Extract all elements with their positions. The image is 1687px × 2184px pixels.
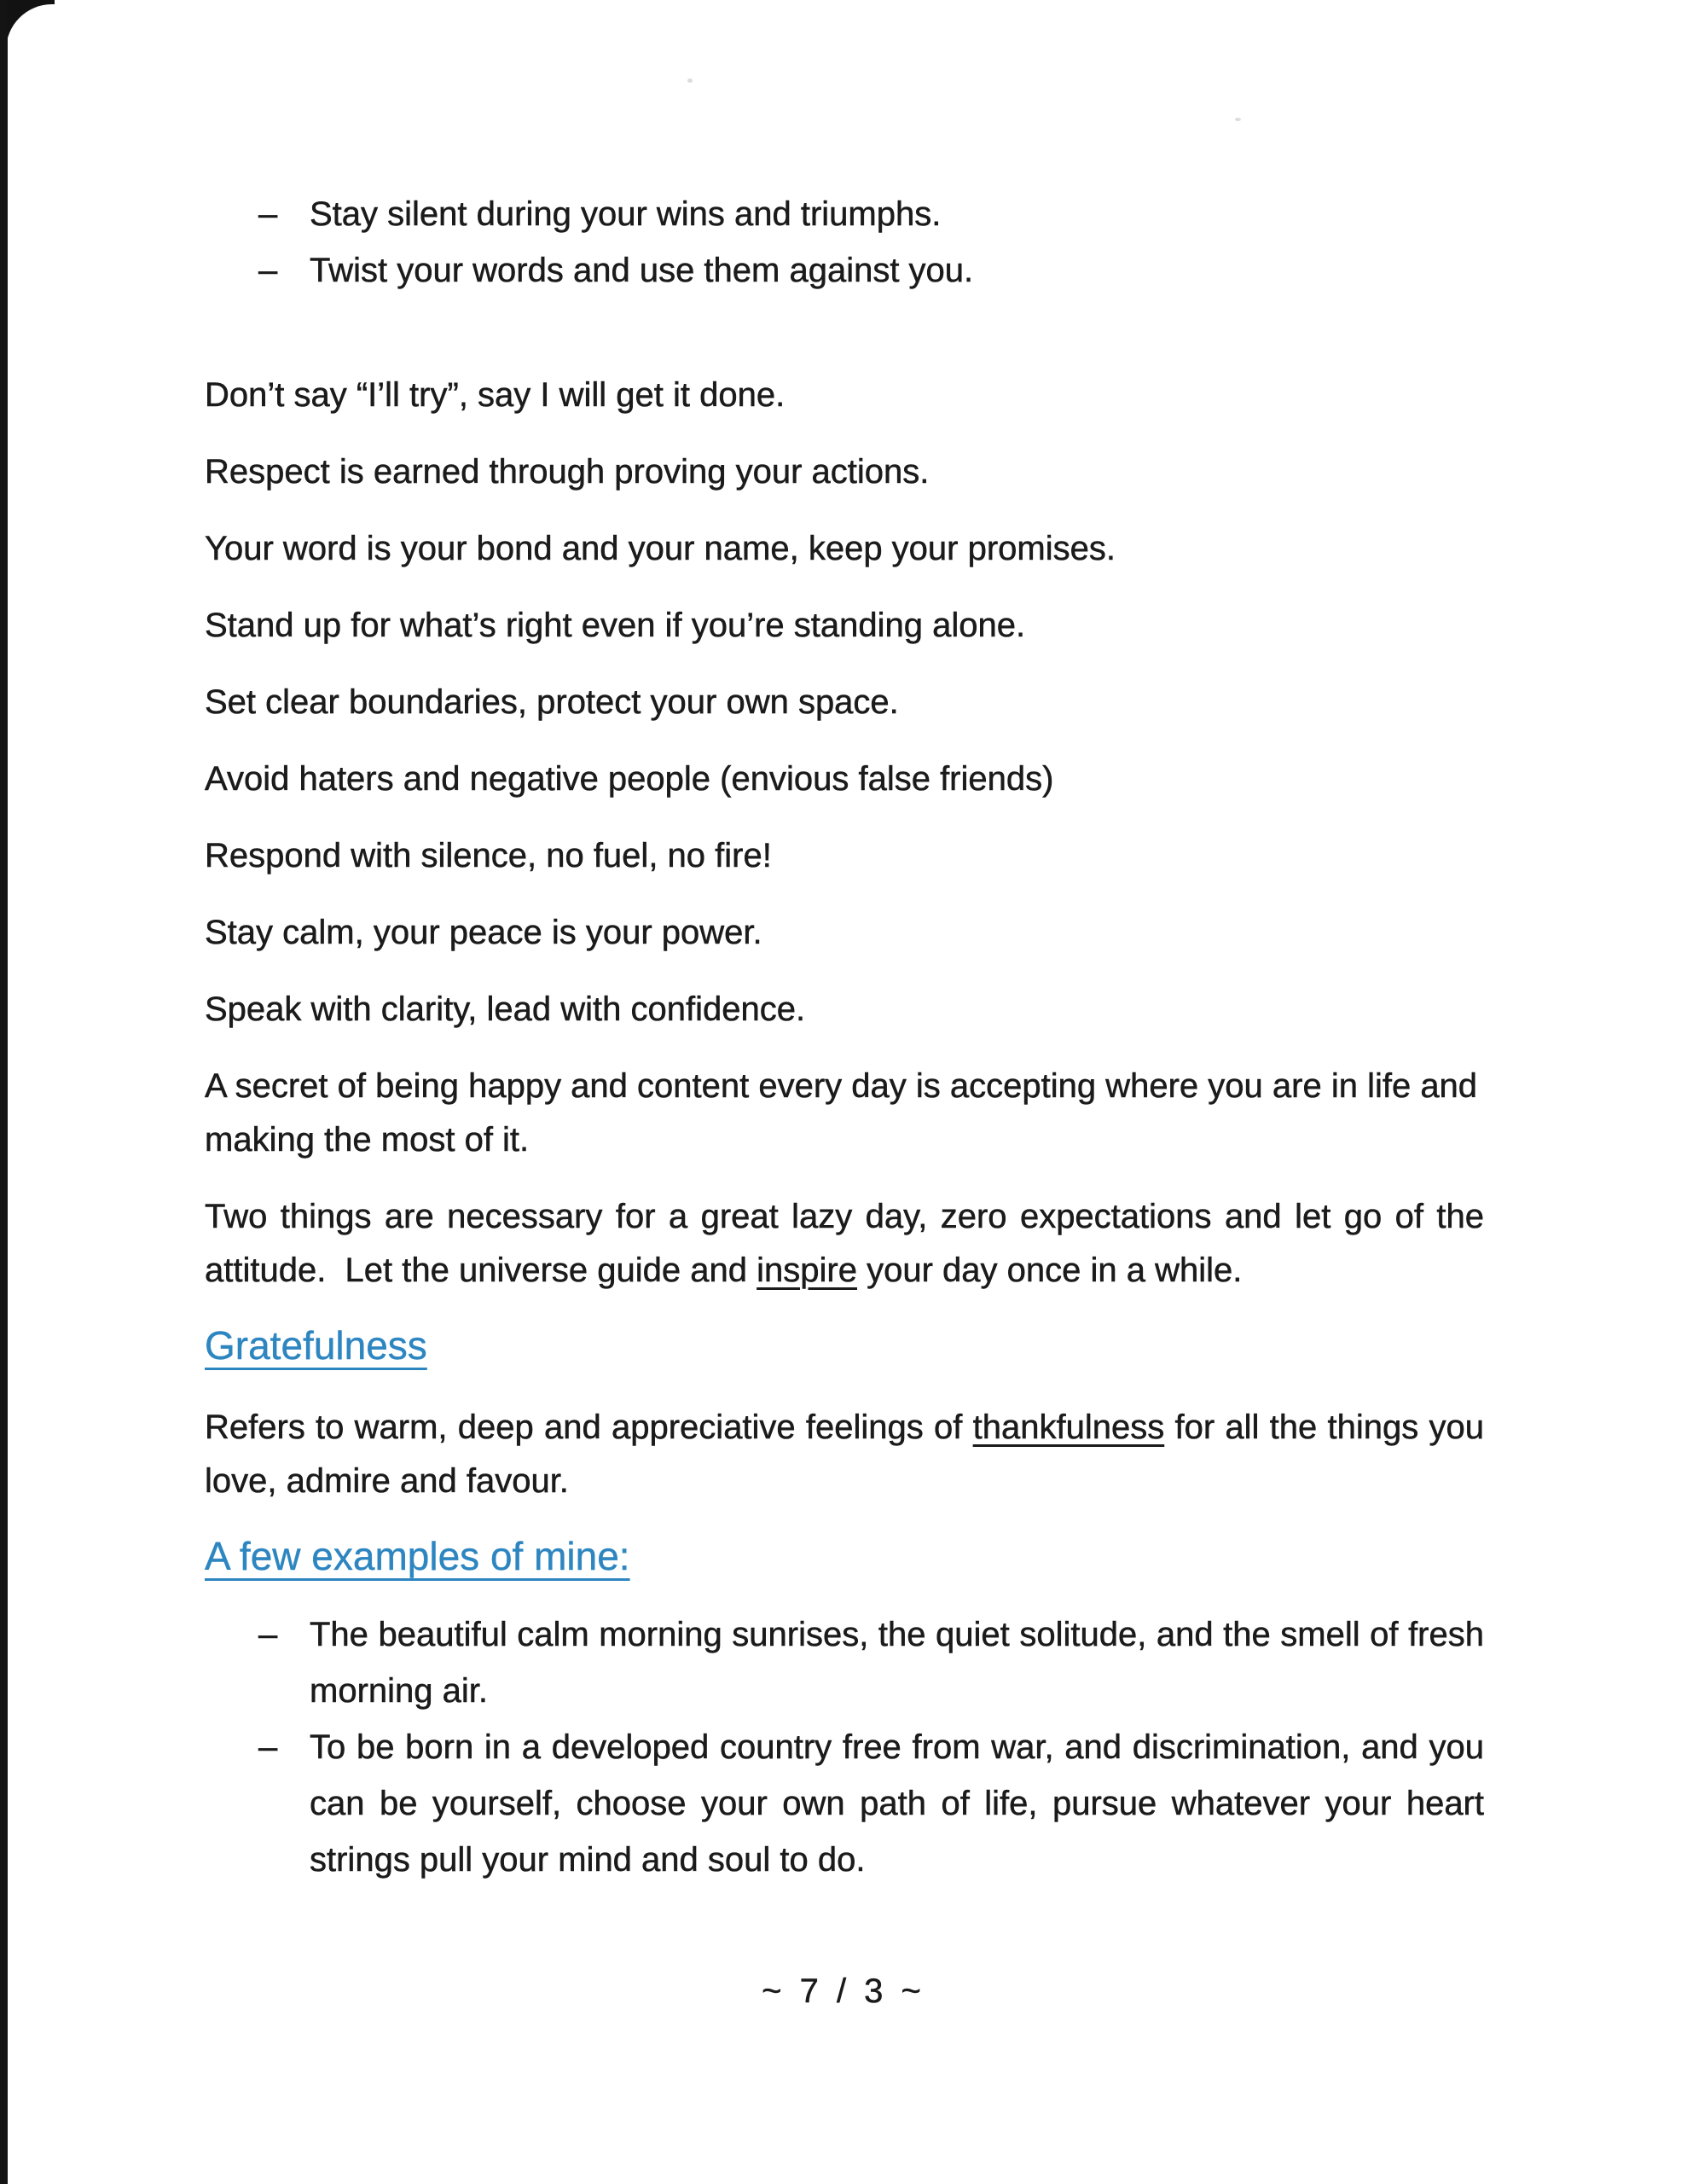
- scan-page-rounded-corner: [6, 4, 108, 107]
- page-number: ~ 7 / 3 ~: [762, 1972, 925, 2010]
- paragraph-text: Two things are necessary for a great lazy day, zero expectations and let go of the attitude. Let the universe guide and: [205, 1198, 1484, 1289]
- paragraph: Your word is your bond and your name, keep your promises.: [205, 530, 1116, 567]
- paragraph-text: your day once in a while.: [856, 1252, 1243, 1289]
- scan-left-edge: [0, 0, 8, 2184]
- list-item: [205, 1719, 1484, 1888]
- paragraph-gratefulness-definition: [205, 1401, 1484, 1508]
- paragraph: Respect is earned through proving your actions.: [205, 453, 930, 491]
- paragraph: Speak with clarity, lead with confidence.: [205, 990, 806, 1028]
- underlined-word-inspire: inspire: [757, 1252, 857, 1289]
- dash-bullet-icon: –: [258, 1616, 278, 1653]
- paragraph: Set clear boundaries, protect your own space.: [205, 683, 899, 721]
- list-item: [205, 242, 1484, 299]
- bullet-text: Stay silent during your wins and triumphs.: [310, 195, 942, 233]
- document-body: [205, 186, 1484, 1888]
- dash-bullet-icon: –: [258, 195, 278, 233]
- paragraph: Avoid haters and negative people (envious false friends): [205, 760, 1054, 798]
- bullet-text: The beautiful calm morning sunrises, the quiet solitude, and the smell of fresh morning air.: [310, 1616, 1484, 1710]
- bottom-bullet-list: [205, 1606, 1484, 1888]
- paragraph: Don’t say “I’ll try”, say I will get it done.: [205, 376, 786, 414]
- bullet-text: Twist your words and use them against you.: [310, 252, 974, 289]
- list-item: [205, 186, 1484, 242]
- scan-speck: [687, 78, 693, 83]
- underlined-word-thankfulness: thankfulness: [972, 1409, 1165, 1446]
- heading-gratefulness: [205, 1321, 1484, 1370]
- paragraph-text: Refers to warm, deep and appreciative feelings of: [205, 1409, 973, 1446]
- heading-text: Gratefulness: [205, 1323, 427, 1368]
- paragraph-text: for all the things you love, admire and favour.: [205, 1409, 1484, 1500]
- heading-text: A few examples of mine:: [205, 1534, 630, 1578]
- paragraph: A secret of being happy and content every day is accepting where you are in life and making the most of it.: [205, 1067, 1478, 1159]
- dash-bullet-icon: –: [258, 252, 278, 289]
- dash-bullet-icon: –: [258, 1728, 278, 1766]
- scan-speck: [1235, 118, 1241, 121]
- paragraph: Stand up for what’s right even if you’re standing alone.: [205, 607, 1026, 644]
- paragraph: Stay calm, your peace is your power.: [205, 914, 762, 951]
- bullet-text: To be born in a developed country free from war, and discrimination, and you can be yourself, choose your own path of life, pursue whatever your heart strings pull your mind and soul to do.: [310, 1728, 1484, 1879]
- paragraph: Respond with silence, no fuel, no fire!: [205, 837, 772, 874]
- list-item: [205, 1606, 1484, 1719]
- top-bullet-list: [205, 186, 1484, 299]
- heading-examples: [205, 1531, 1484, 1581]
- paragraph-two-things: [205, 1190, 1484, 1298]
